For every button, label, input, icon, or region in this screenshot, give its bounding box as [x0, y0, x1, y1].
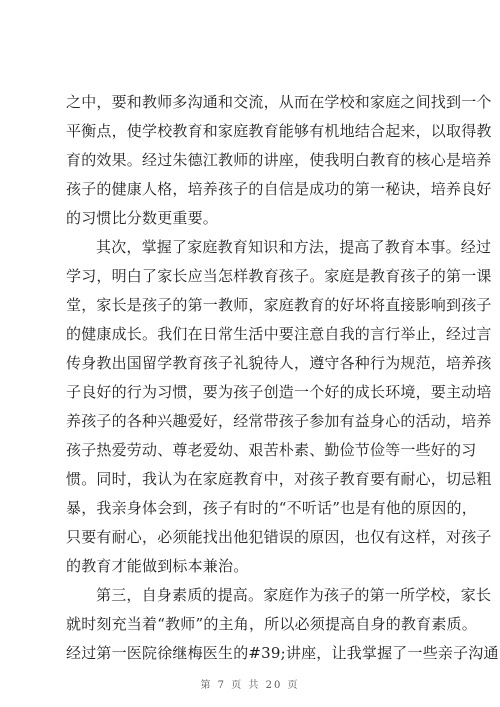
paragraph-line: 惯。同时，我认为在家庭教育中，对孩子教育要有耐心，切忌粗 [66, 470, 492, 488]
paragraph-line: 经过第一医院徐继梅医生的#39;讲座，让我掌握了一些亲子沟通 [66, 644, 499, 662]
paragraph-line: 之中，要和教师多沟通和交流，从而在学校和家庭之间找到一个 [66, 93, 492, 111]
paragraph-line: 平衡点，使学校教育和家庭教育能够有机地结合起来，以取得教 [66, 122, 492, 140]
paragraph-line: 养孩子的各种兴趣爱好，经常带孩子参加有益身心的活动，培养 [66, 412, 492, 430]
paragraph-line: 就时刻充当着“教师”的主角，所以必须提高自身的教育素质。 [66, 615, 477, 633]
paragraph-line: 学习，明白了家长应当怎样教育孩子。家庭是教育孩子的第一课 [66, 267, 492, 285]
paragraph-line: 的健康成长。我们在日常生活中要注意自我的言行举止，经过言 [66, 325, 492, 343]
paragraph-line: 育的效果。经过朱德江教师的讲座，使我明白教育的核心是培养 [66, 151, 492, 169]
paragraph-line: 孩子的健康人格，培养孩子的自信是成功的第一秘诀，培养良好 [66, 180, 492, 198]
paragraph-line: 的习惯比分数更重要。 [66, 209, 219, 227]
body-text [66, 88, 499, 668]
paragraph-line: 其次，掌握了家庭教育知识和方法，提高了教育本事。经过 [96, 238, 492, 256]
paragraph-line: 暴，我亲身体会到，孩子有时的“不听话”也是有他的原因的， [66, 499, 477, 517]
paragraph-line: 堂，家长是孩子的第一教师，家庭教育的好坏将直接影响到孩子 [66, 296, 492, 314]
paragraph-line: 第三，自身素质的提高。家庭作为孩子的第一所学校，家长 [96, 586, 492, 604]
paragraph-line: 只要有耐心，必须能找出他犯错误的原因，也仅有这样，对孩子 [66, 528, 492, 546]
paragraph-line: 的教育才能做到标本兼治。 [66, 557, 249, 575]
page-footer: 第 7 页 共 20 页 [200, 680, 300, 691]
paragraph-line: 子良好的行为习惯，要为孩子创造一个好的成长环境，要主动培 [66, 383, 492, 401]
paragraph-line: 传身教出国留学教育孩子礼貌待人，遵守各种行为规范，培养孩 [66, 354, 492, 372]
paragraph-line: 孩子热爱劳动、尊老爱幼、艰苦朴素、勤俭节俭等一些好的习 [66, 441, 477, 459]
